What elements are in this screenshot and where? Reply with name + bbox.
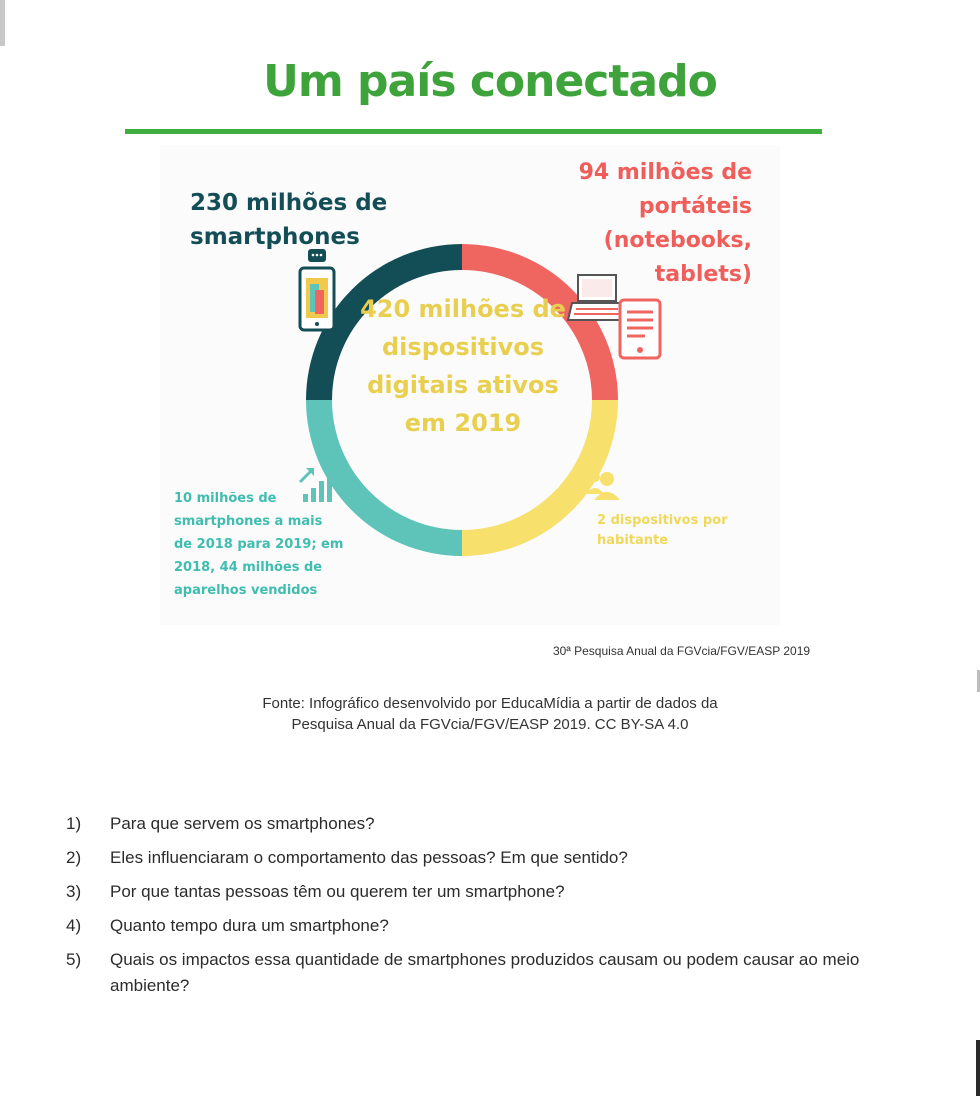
smartphones-label: 230 milhões de smartphones [190, 190, 388, 250]
question-item [66, 845, 906, 871]
question-text: Para que servem os smartphones? [110, 814, 375, 833]
tablet-icon [620, 300, 660, 358]
question-item [66, 811, 906, 837]
question-item [66, 913, 906, 939]
question-item [66, 879, 906, 905]
portables-label: 94 milhões de portáteis (notebooks, tablets) [578, 160, 752, 287]
page-title: Um país conectado [263, 56, 717, 107]
smartphone-icon [300, 249, 334, 330]
source-line-2: Pesquisa Anual da FGVcia/FGV/EASP 2019. CC BY-SA 4.0 [291, 716, 689, 733]
question-text: Eles influenciaram o comportamento das pessoas? Em que sentido? [110, 848, 628, 867]
survey-credit: 30ª Pesquisa Anual da FGVcia/FGV/EASP 2019 [553, 644, 811, 658]
question-text: Por que tantas pessoas têm ou querem ter um smartphone? [110, 882, 565, 901]
question-number: 4) [66, 916, 82, 935]
question-text: Quais os impactos essa quantidade de smartphones produzidos causam ou podem causar ao meio ambiente? [110, 950, 860, 995]
question-number: 5) [66, 950, 82, 969]
source-caption [0, 693, 980, 735]
question-number: 1) [66, 814, 82, 833]
question-number: 3) [66, 882, 82, 901]
source-line-1: Fonte: Infográfico desenvolvido por EducaMídia a partir de dados da [262, 695, 718, 712]
per-capita-label: 2 dispositivos por habitante [597, 513, 728, 548]
question-number: 2) [66, 848, 82, 867]
question-text: Quanto tempo dura um smartphone? [110, 916, 389, 935]
right-edge-mark [976, 1040, 980, 1096]
increase-label: 10 milhões de smartphones a mais de 2018 para 2019; em 2018, 44 milhões de aparelhos vendidos [174, 491, 344, 598]
question-list [66, 811, 906, 1007]
question-item [66, 947, 906, 999]
center-total-label: 420 milhões de dispositivos digitais ativos em 2019 [360, 295, 566, 437]
